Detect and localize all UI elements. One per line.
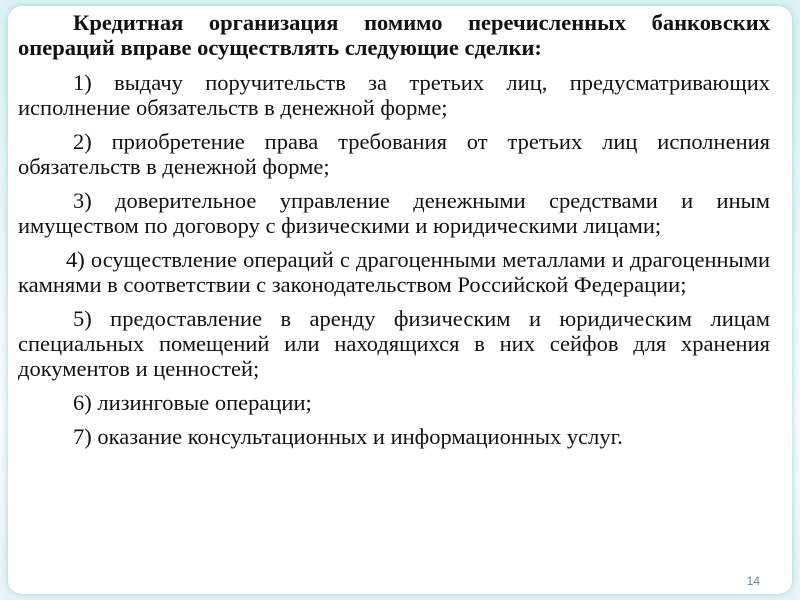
list-item-7: 7) оказание консультационных и информационных услуг.	[73, 424, 623, 449]
list-item-1: 1) выдачу поручительств за третьих лиц, предусматривающих исполнение обязательств в денежной форме;	[18, 70, 770, 120]
list-item-6: 6) лизинговые операции;	[73, 390, 312, 415]
page-number: 14	[746, 574, 760, 588]
intro-paragraph: Кредитная организация помимо перечисленных банковских операций вправе осуществлять следующие сделки:	[18, 10, 770, 60]
list-item-2: 2) приобретение права требования от третьих лиц исполнения обязательств в денежной форме;	[18, 129, 770, 179]
slide-body	[18, 10, 770, 449]
list-item-3: 3) доверительное управление денежными средствами и иным имуществом по договору с физическими и юридическими лицами;	[18, 188, 770, 238]
list-item-4: 4) осуществление операций с драгоценными металлами и драгоценными камнями в соответствии с законодательством Российской Федерации;	[18, 247, 770, 297]
list-item-5: 5) предоставление в аренду физическим и юридическим лицам специальных помещений или находящихся в них сейфов для хранения документов и ценностей;	[18, 306, 770, 381]
